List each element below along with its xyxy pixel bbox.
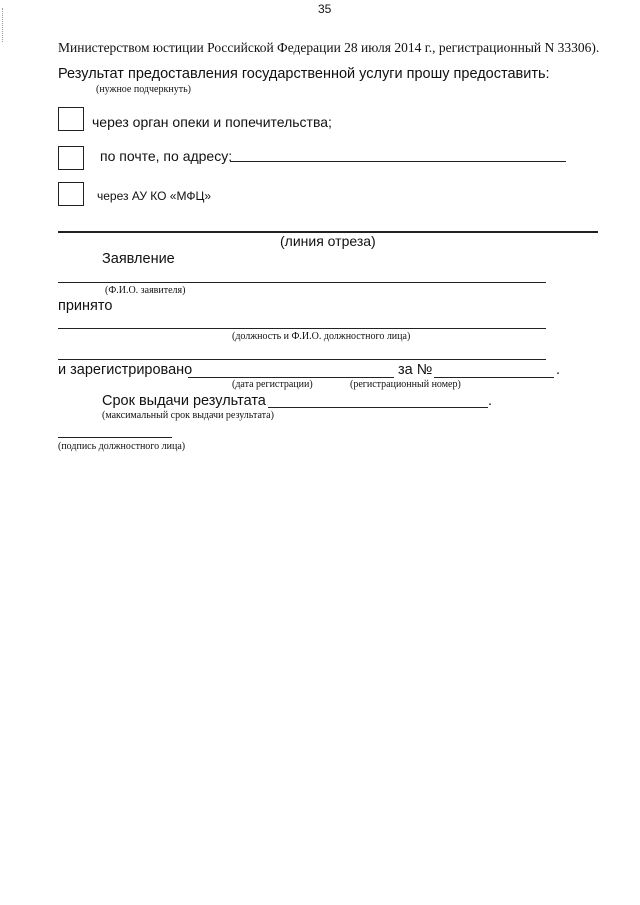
option-mfc-checkbox[interactable] bbox=[58, 182, 84, 206]
official-caption: (должность и Ф.И.О. должностного лица) bbox=[232, 331, 411, 342]
number-prefix: за № bbox=[398, 362, 433, 378]
reg-date-caption: (дата регистрации) bbox=[232, 379, 313, 390]
ministry-line: Министерством юстиции Российской Федерации 28 июля 2014 г., регистрационный N 33306). bbox=[58, 40, 600, 55]
deadline-caption: (максимальный срок выдачи результата) bbox=[102, 410, 274, 421]
applicant-caption: (Ф.И.О. заявителя) bbox=[105, 285, 186, 296]
accepted-label: принято bbox=[58, 298, 113, 314]
official-line[interactable] bbox=[58, 328, 546, 329]
mail-address-line[interactable] bbox=[230, 161, 566, 162]
signature-caption: (подпись должностного лица) bbox=[58, 441, 186, 452]
deadline-period: . bbox=[488, 393, 493, 409]
registered-period: . bbox=[556, 362, 561, 378]
option-mfc-label: через АУ КО «МФЦ» bbox=[97, 189, 212, 203]
deadline-line[interactable] bbox=[268, 407, 488, 408]
scan-edge-mark bbox=[2, 8, 6, 42]
result-prompt: Результат предоставления государственной услуги прошу предоставить: bbox=[58, 66, 550, 82]
registered-label: и зарегистрировано bbox=[58, 362, 193, 378]
reg-number-line[interactable] bbox=[434, 377, 554, 378]
signature-line[interactable] bbox=[58, 437, 172, 438]
page-number: 35 bbox=[318, 2, 332, 16]
option-mail-checkbox[interactable] bbox=[58, 146, 84, 170]
deadline-label: Срок выдачи результата bbox=[102, 393, 266, 409]
option-guardianship-checkbox[interactable] bbox=[58, 107, 84, 131]
reg-date-line[interactable] bbox=[188, 377, 394, 378]
cut-label: (линия отреза) bbox=[280, 233, 376, 249]
option-mail-label: по почте, по адресу: bbox=[100, 148, 233, 164]
statement-heading: Заявление bbox=[102, 251, 175, 267]
result-hint: (нужное подчеркнуть) bbox=[96, 84, 191, 95]
applicant-name-line[interactable] bbox=[58, 282, 546, 283]
option-guardianship-label: через орган опеки и попечительства; bbox=[92, 114, 332, 130]
official-line-2[interactable] bbox=[58, 359, 546, 360]
reg-number-caption: (регистрационный номер) bbox=[350, 379, 461, 390]
